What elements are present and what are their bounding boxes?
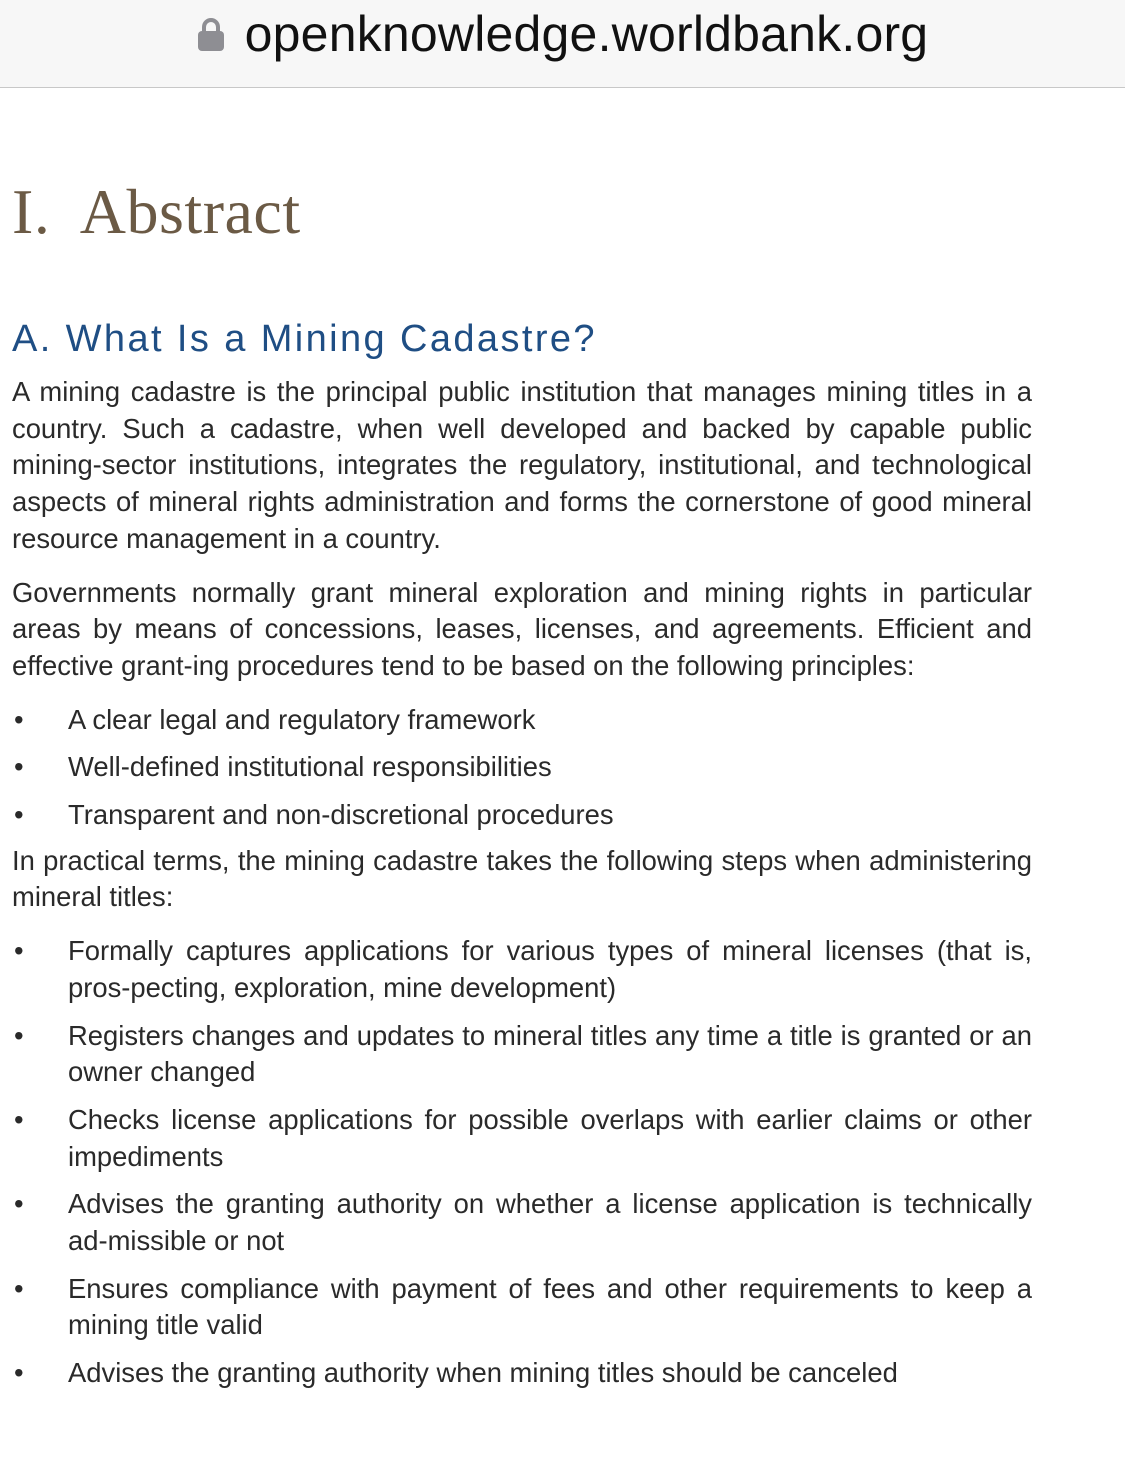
bullet-icon: • bbox=[14, 935, 24, 967]
bullet-icon: • bbox=[14, 1103, 24, 1135]
list-item-text: A clear legal and regulatory framework bbox=[68, 703, 536, 735]
list-item-text: Advises the granting authority when mining titles should be canceled bbox=[68, 1357, 898, 1389]
address-bar[interactable] bbox=[0, 0, 1125, 88]
list-item-text: Formally captures applications for various types of mineral licenses (that is, pros-pecting, exploration, mine development) bbox=[68, 935, 1032, 1003]
chapter-title: I. Abstract bbox=[12, 176, 301, 247]
list-item-text: Advises the granting authority on whether a license application is technically ad-missible or not bbox=[68, 1188, 1032, 1257]
bullet-icon: • bbox=[14, 799, 24, 831]
list-item bbox=[12, 749, 1032, 786]
bullet-icon: • bbox=[14, 751, 24, 783]
url-text[interactable]: openknowledge.worldbank.org bbox=[244, 5, 929, 62]
list-item-text: Ensures compliance with payment of fees and other requirements to keep a mining title valid bbox=[68, 1272, 1032, 1341]
list-item-text: Transparent and non-discretional procedures bbox=[68, 799, 614, 831]
bullet-icon: • bbox=[14, 1272, 24, 1304]
paragraph-steps-intro: In practical terms, the mining cadastre takes the following steps when administering mineral titles: bbox=[12, 844, 1032, 913]
list-item bbox=[12, 1102, 1032, 1175]
list-item-text: Well-defined institutional responsibilities bbox=[68, 751, 552, 783]
list-item-text: Registers changes and updates to mineral titles any time a title is granted or an owner changed bbox=[68, 1019, 1032, 1088]
section-title: A. What Is a Mining Cadastre? bbox=[12, 318, 597, 360]
bullet-icon: • bbox=[14, 1188, 24, 1220]
list-item bbox=[12, 797, 1032, 834]
paragraph-definition: A mining cadastre is the principal public institution that manages mining titles in a country. Such a cadastre, when well developed and backed by capable public mining-sector institutions, integrates the regulatory, institutional, and technological aspects of mineral rights administration and forms the cornerstone of good mineral resource management in a country. bbox=[12, 376, 1032, 554]
list-item-text: Checks license applications for possible overlaps with earlier claims or other impediments bbox=[68, 1103, 1032, 1172]
list-item bbox=[12, 1355, 1032, 1392]
bullet-icon: • bbox=[14, 703, 24, 735]
lock-icon bbox=[197, 17, 225, 51]
list-item bbox=[12, 1271, 1032, 1344]
paragraph-principles-intro: Governments normally grant mineral exploration and mining rights in particular areas by means of concessions, leases, licenses, and agreements. Efficient and effective grant-ing procedures tend to be based on the following principles: bbox=[12, 576, 1032, 681]
list-item bbox=[12, 1018, 1032, 1091]
steps-list bbox=[12, 933, 1032, 1392]
list-item bbox=[12, 933, 1032, 1006]
bullet-icon: • bbox=[14, 1357, 24, 1389]
principles-list bbox=[12, 702, 1032, 834]
list-item bbox=[12, 702, 1032, 739]
document-page bbox=[12, 88, 1032, 1392]
bullet-icon: • bbox=[14, 1019, 24, 1051]
list-item bbox=[12, 1186, 1032, 1259]
url-display[interactable] bbox=[197, 5, 929, 62]
